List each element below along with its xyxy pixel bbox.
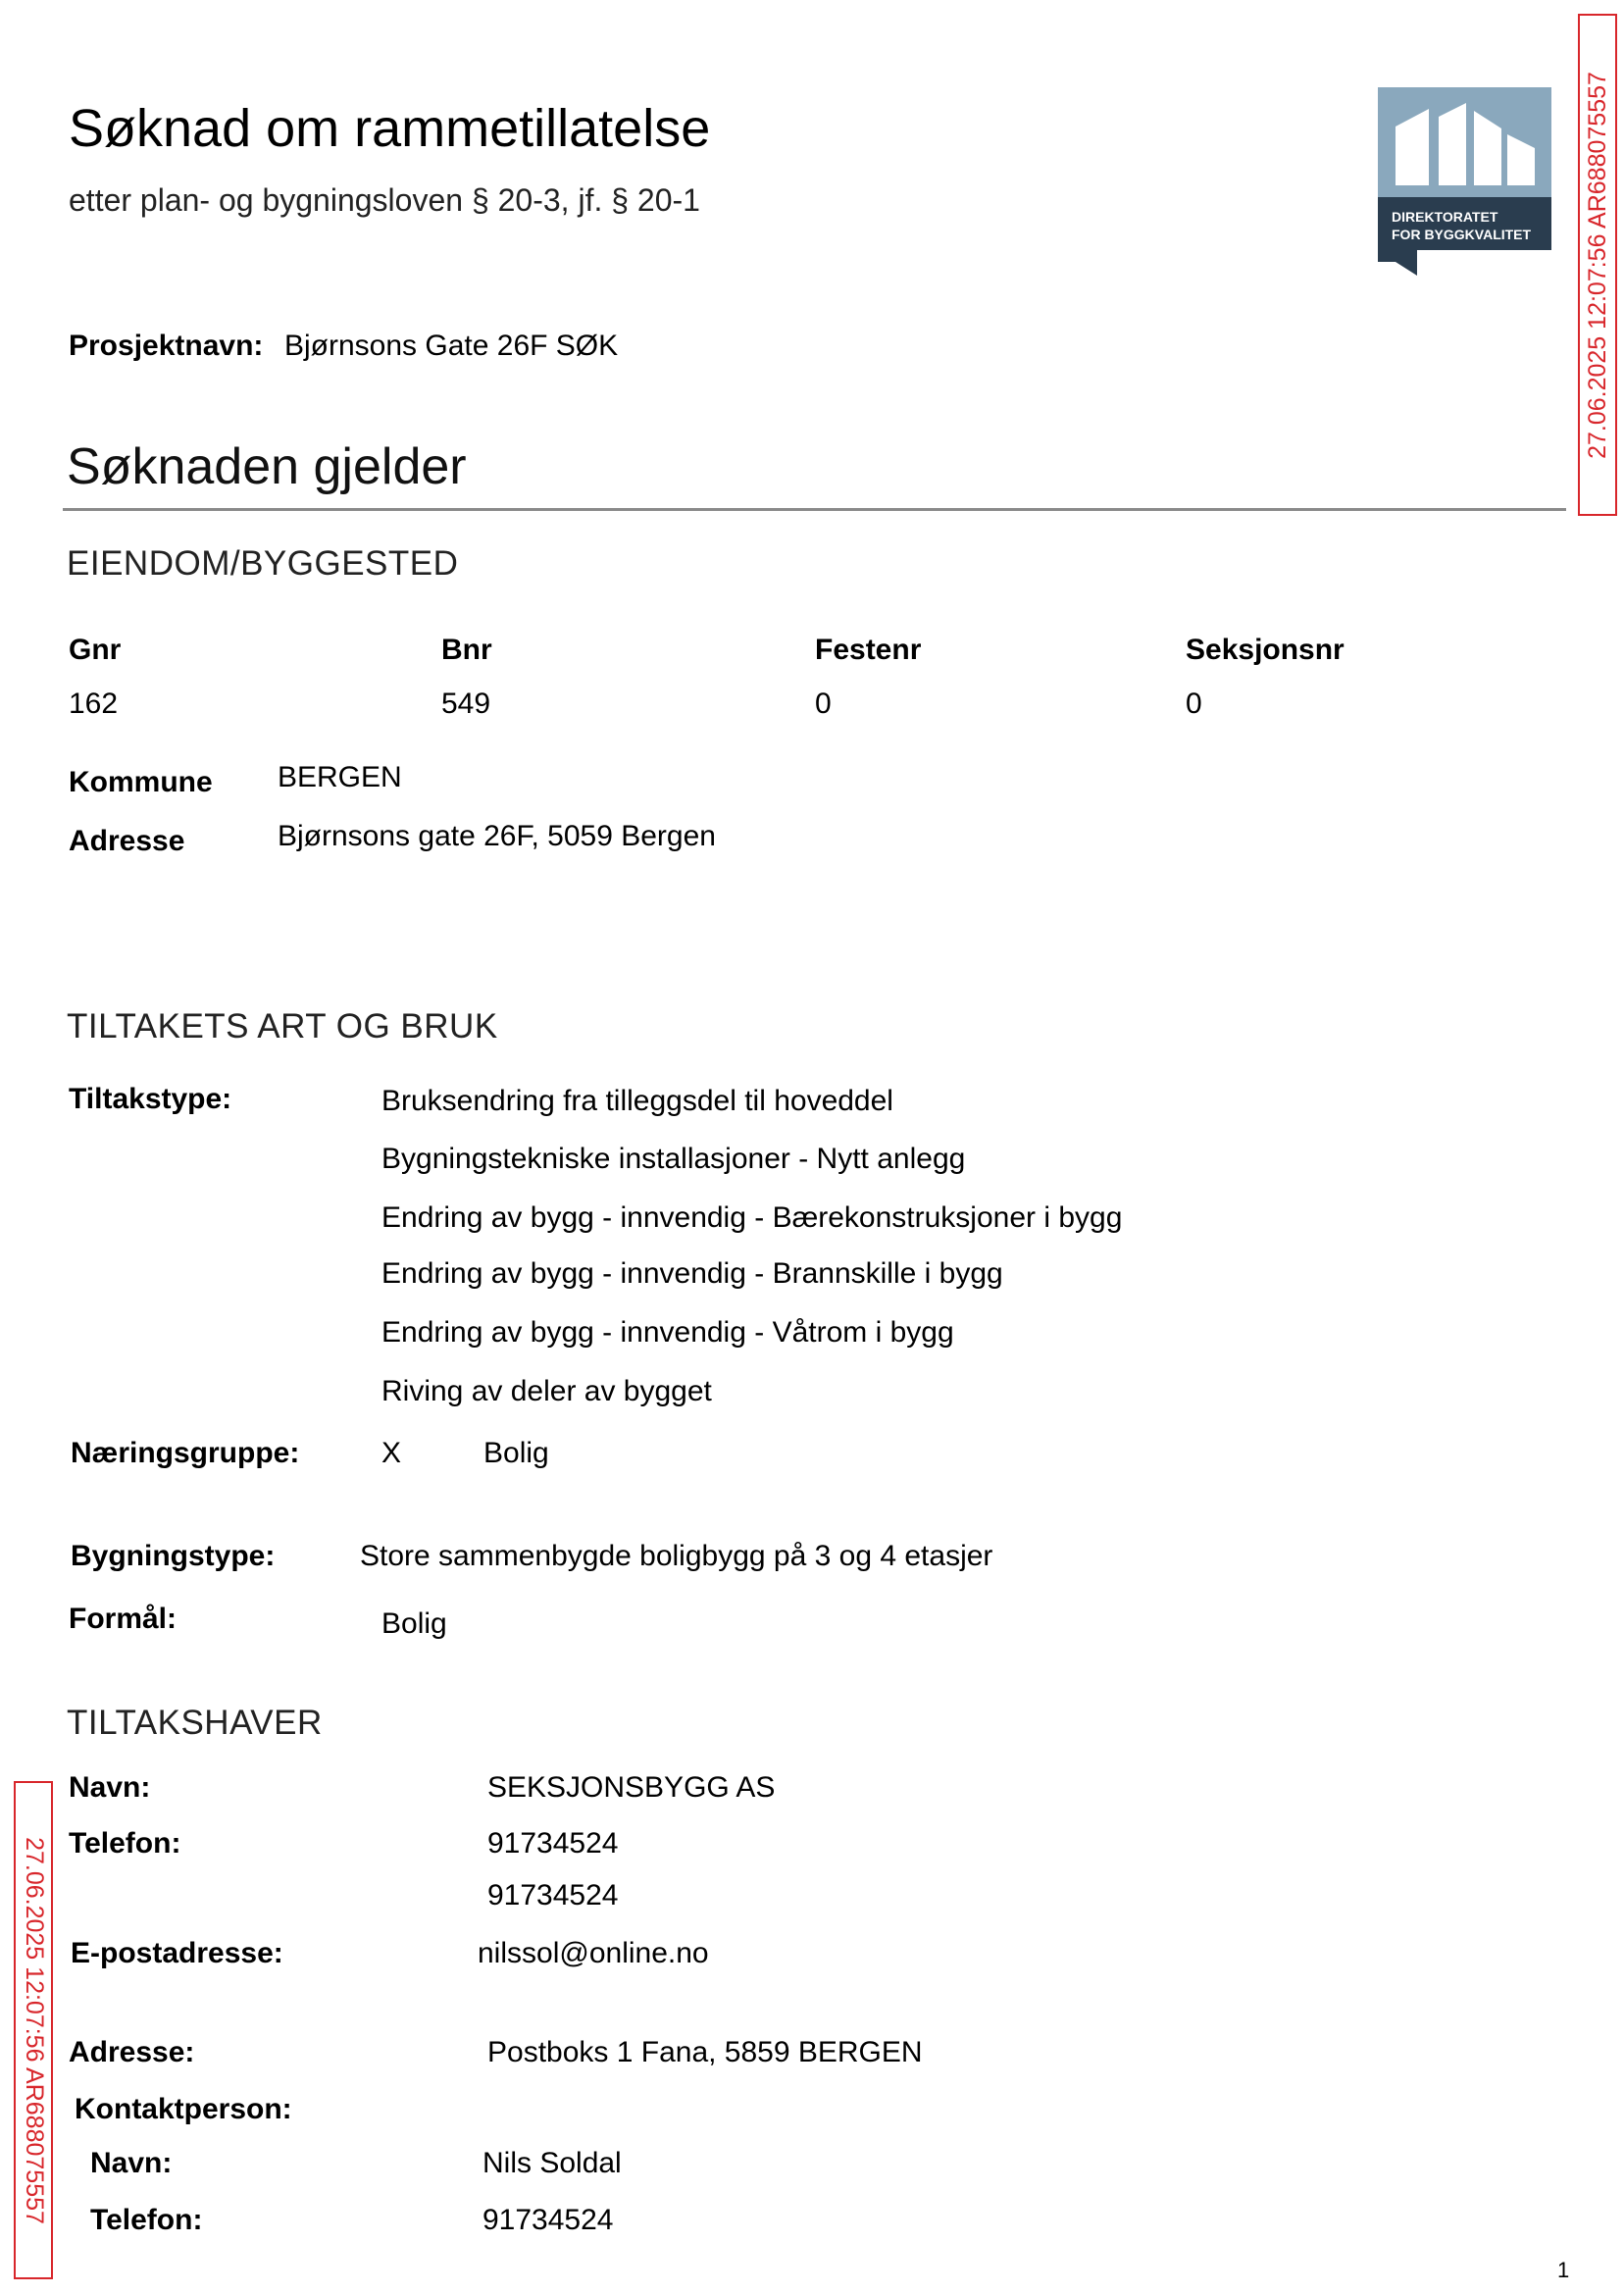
timestamp-stamp-right-text: 27.06.2025 12:07:56 AR688075557 xyxy=(1583,71,1611,459)
tiltakstype-item: Endring av bygg - innvendig - Våtrom i bygg xyxy=(381,1316,954,1349)
logo-text-line1: DIREKTORATET xyxy=(1392,209,1498,225)
tiltakshaver-navn-value: SEKSJONSBYGG AS xyxy=(487,1771,776,1804)
project-name-label: Prosjektnavn: xyxy=(69,330,264,362)
festenr-value: 0 xyxy=(815,688,832,720)
document-title: Søknad om rammetillatelse xyxy=(69,99,711,158)
tiltakshaver-telefon-value-2: 91734524 xyxy=(487,1879,619,1912)
section-title: Søknaden gjelder xyxy=(67,438,467,495)
bnr-label: Bnr xyxy=(441,634,492,666)
tiltakstype-item: Bygningstekniske installasjoner - Nytt anlegg xyxy=(381,1143,966,1175)
tiltakshaver-adresse-label: Adresse: xyxy=(69,2036,195,2068)
section-divider xyxy=(63,508,1566,511)
naeringsgruppe-label: Næringsgruppe: xyxy=(71,1437,300,1469)
kommune-value: BERGEN xyxy=(278,761,402,793)
eiendom-heading: EIENDOM/BYGGESTED xyxy=(67,544,459,583)
tiltakshaver-navn-label: Navn: xyxy=(69,1771,151,1804)
tiltakshaver-heading: TILTAKSHAVER xyxy=(67,1704,323,1742)
naeringsgruppe-value: Bolig xyxy=(483,1437,549,1469)
tiltakstype-item: Endring av bygg - innvendig - Brannskille i bygg xyxy=(381,1257,1003,1290)
gnr-label: Gnr xyxy=(69,634,122,666)
project-name-value: Bjørnsons Gate 26F SØK xyxy=(284,330,619,362)
kommune-label: Kommune xyxy=(69,766,213,798)
tiltak-heading: TILTAKETS ART OG BRUK xyxy=(67,1007,498,1045)
tiltakshaver-telefon-value: 91734524 xyxy=(487,1827,619,1860)
document-subtitle: etter plan- og bygningsloven § 20-3, jf. § 20-1 xyxy=(69,182,700,218)
tiltakstype-label: Tiltakstype: xyxy=(69,1083,232,1115)
tiltakstype-item: Endring av bygg - innvendig - Bærekonstruksjoner i bygg xyxy=(381,1201,1123,1234)
seksjonsnr-label: Seksjonsnr xyxy=(1186,634,1345,666)
adresse-value: Bjørnsons gate 26F, 5059 Bergen xyxy=(278,820,716,852)
tiltakshaver-epost-label: E-postadresse: xyxy=(71,1937,283,1969)
timestamp-stamp-right xyxy=(1578,14,1617,516)
bygningstype-value: Store sammenbygde boligbygg på 3 og 4 etasjer xyxy=(360,1540,993,1572)
timestamp-stamp-left-text: 27.06.2025 12:07:56 AR688075557 xyxy=(20,1836,48,2224)
tiltakshaver-telefon-label: Telefon: xyxy=(69,1827,181,1860)
formaal-value: Bolig xyxy=(381,1607,447,1640)
tiltakstype-item: Bruksendring fra tilleggsdel til hoveddel xyxy=(381,1085,893,1117)
gnr-value: 162 xyxy=(69,688,119,720)
naeringsgruppe-code: X xyxy=(381,1437,402,1469)
seksjonsnr-value: 0 xyxy=(1186,688,1202,720)
timestamp-stamp-left xyxy=(14,1781,53,2279)
adresse-label: Adresse xyxy=(69,825,185,857)
tiltakshaver-adresse-value: Postboks 1 Fana, 5859 BERGEN xyxy=(487,2036,923,2068)
bnr-value: 549 xyxy=(441,688,491,720)
dibk-logo xyxy=(1378,87,1551,279)
page-number: 1 xyxy=(1557,2258,1570,2282)
kontaktperson-telefon-value: 91734524 xyxy=(482,2204,614,2236)
kontaktperson-navn-value: Nils Soldal xyxy=(482,2147,622,2179)
dibk-logo-graphic xyxy=(1378,87,1551,279)
formaal-label: Formål: xyxy=(69,1603,178,1635)
kontaktperson-label: Kontaktperson: xyxy=(75,2093,292,2125)
tiltakstype-item: Riving av deler av bygget xyxy=(381,1375,712,1407)
kontaktperson-navn-label: Navn: xyxy=(90,2147,173,2179)
logo-text-line2: FOR BYGGKVALITET xyxy=(1392,227,1532,242)
kontaktperson-telefon-label: Telefon: xyxy=(90,2204,203,2236)
tiltakshaver-epost-value: nilssol@online.no xyxy=(478,1937,709,1969)
festenr-label: Festenr xyxy=(815,634,922,666)
bygningstype-label: Bygningstype: xyxy=(71,1540,276,1572)
